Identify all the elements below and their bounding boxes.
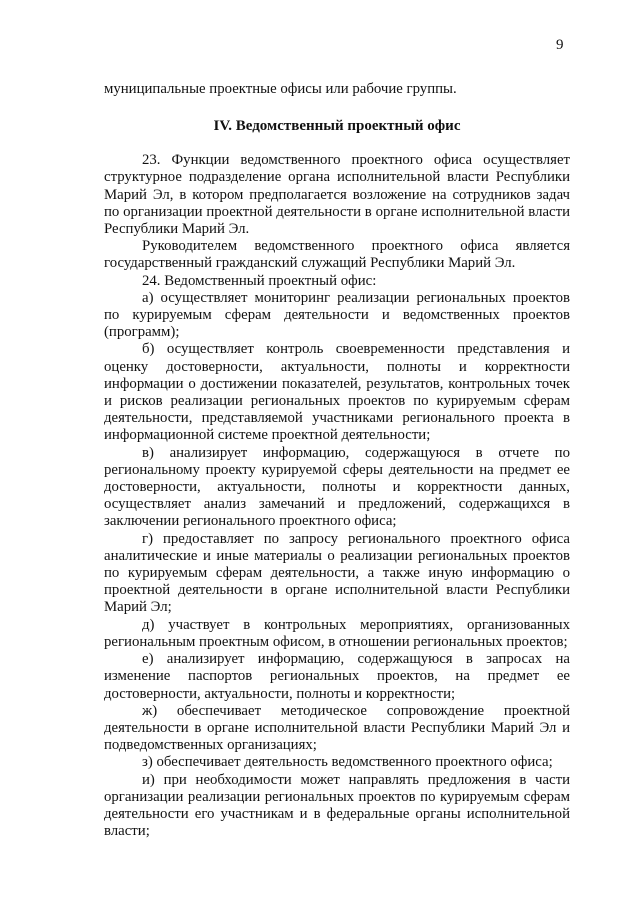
document-body [104, 81, 570, 840]
list-item-e: е) анализирует информацию, содержащуюся в запросах на изменение паспортов региональных проектов, на предмет ее достоверности, актуальности, полноты и корректности; [104, 651, 570, 702]
list-item-b: б) осуществляет контроль своевременности представления и оценку достоверности, актуальности, полноты и корректности информации о достижении показателей, результатов, контрольных точек и рисков реализации региональных проектов по курируемым сферам деятельности, представляемой участниками регионального проекта в информационной системе проектной деятельности; [104, 341, 570, 444]
list-item-d: д) участвует в контрольных мероприятиях, организованных региональным проектным офисом, в отношении региональных проектов; [104, 616, 570, 650]
section-title: IV. Ведомственный проектный офис [213, 118, 461, 135]
list-item-zh: ж) обеспечивает методическое сопровождение проектной деятельности в органе исполнительной власти Республики Марий Эл и подведомственных организациях; [104, 702, 570, 754]
list-item-v: в) анализирует информацию, содержащуюся в отчете по региональному проекту курируемой сферы деятельности на предмет ее достоверности, актуальности, полноты и корректности данных, осуществляет анализ замечаний и предложений, содержащихся в заключении регионального проектного офиса; [104, 444, 570, 530]
page-number: 9 [556, 37, 564, 53]
list-item-z: з) обеспечивает деятельность ведомственного проектного офиса; [142, 754, 553, 771]
paragraph-24: 24. Ведомственный проектный офис: [142, 272, 377, 289]
paragraph-23: 23. Функции ведомственного проектного офиса осуществляет структурное подразделение органа исполнительной власти Республики Марий Эл, в котором предполагается возложение на сотрудников задач по организации проектной деятельности в органе исполнительной власти Республики Марий Эл. [104, 152, 570, 238]
list-item-a: а) осуществляет мониторинг реализации региональных проектов по курируемым сферам деятельности и ведомственных проектов (программ); [104, 289, 570, 341]
lead-line: муниципальные проектные офисы или рабочие группы. [104, 81, 457, 97]
paragraph-head-of-office: Руководителем ведомственного проектного офиса является государственный гражданский служащий Республики Марий Эл. [104, 238, 570, 272]
list-item-i: и) при необходимости может направлять предложения в части организации реализации региональных проектов по курируемым сферам деятельности его участникам и в федеральные органы исполнительной власти; [104, 771, 570, 840]
list-item-g: г) предоставляет по запросу регионального проектного офиса аналитические и иные материалы о реализации региональных проектов по курируемым сферам деятельности, а также иную информацию о проектной деятельности в органе исполнительной власти Республики Марий Эл; [104, 530, 570, 616]
